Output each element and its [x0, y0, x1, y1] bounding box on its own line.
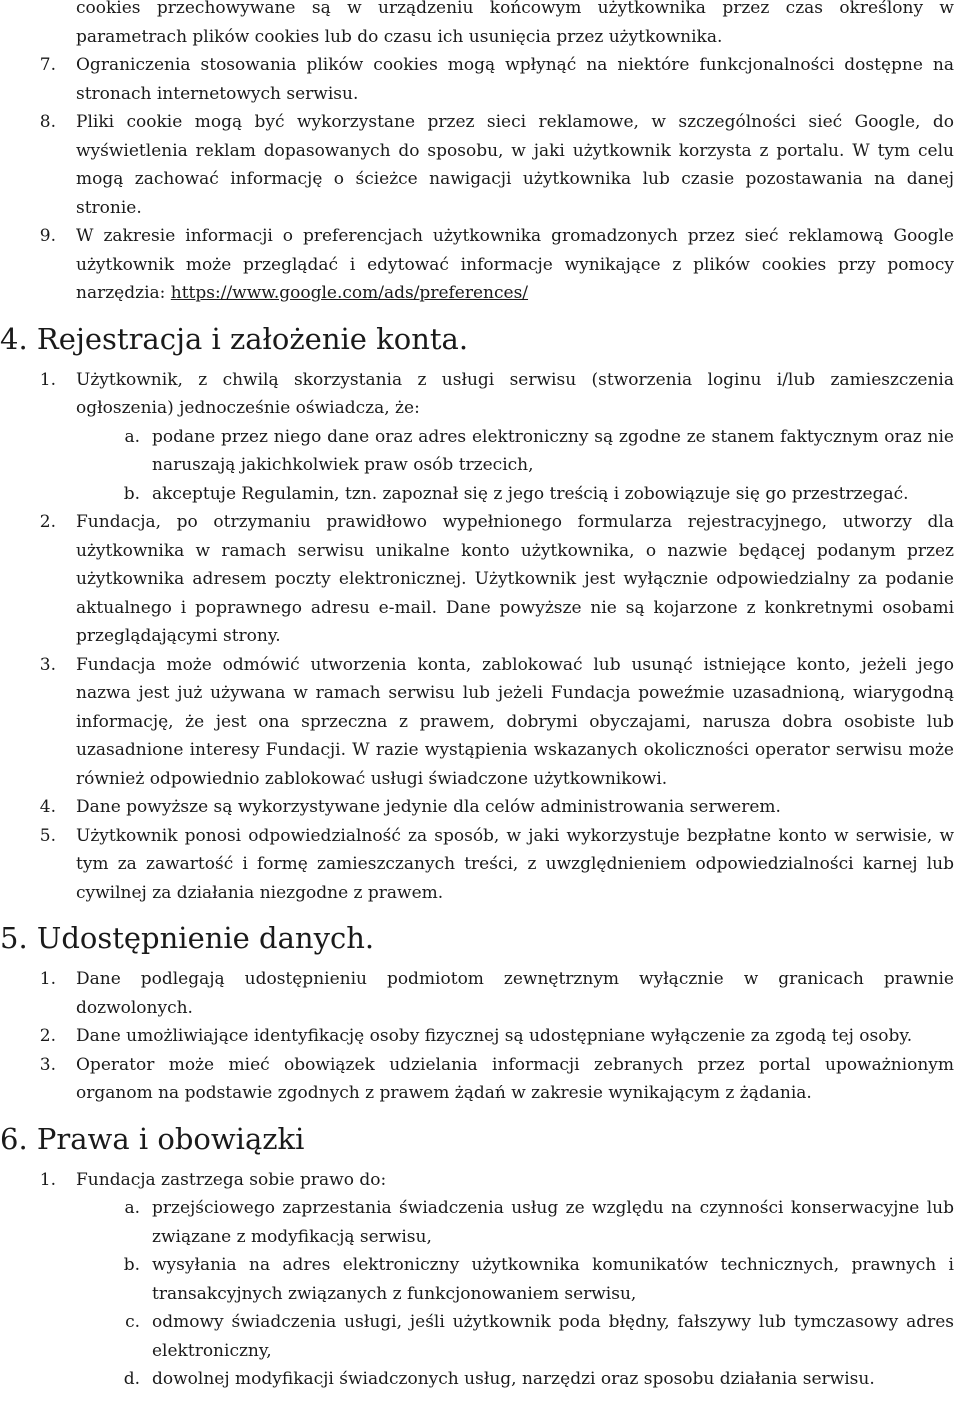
sub-item-letter: b.	[123, 483, 140, 504]
sub-item-text: dowolnej modyfikacji świadczonych usług, narzędzi oraz sposobu działania serwisu.	[152, 1369, 875, 1389]
sub-list-item	[76, 480, 954, 509]
item-number: 2.	[39, 512, 56, 532]
item-text: Fundacja może odmówić utworzenia konta, zablokować lub usunąć istniejące konto, jeżeli jego nazwa jest już używana w ramach serwisu lub jeżeli Fundacja poweźmie uzasadnioną, wiarygodną informację, że jest ona sprzeczna z prawem, dobrymi obyczajami, narusza dobra osobiste lub uzasadnione interesy Fundacji. W razie wystąpienia wskazanych okoliczności operator serwisu może również odpowiednio zablokować usługi świadczone użytkownikowi.	[76, 654, 954, 789]
section-heading-registration: 4. Rejestracja i założenie konta.	[0, 321, 469, 356]
item-number: 1.	[39, 369, 56, 390]
section-rights-obligations	[0, 1166, 954, 1394]
section-registration	[0, 366, 954, 908]
item-number: 2.	[39, 1026, 56, 1046]
item-number: 1.	[39, 969, 56, 989]
item-text: W zakresie informacji o preferencjach użytkownika gromadzonych przez sieć reklamową Google użytkownik może przeglądać i edytować informacje wynikające z plików cookies przy pomocy narzędzia:	[76, 226, 954, 303]
sub-list-item	[76, 1308, 954, 1365]
list-item	[0, 222, 954, 308]
list-item	[0, 366, 954, 423]
list-item	[0, 108, 954, 222]
list-item	[0, 822, 954, 908]
list-item	[0, 1022, 954, 1051]
sub-item-text: podane przez niego dane oraz adres elektroniczny są zgodne ze stanem faktycznym oraz nie naruszają jakichkolwiek praw osób trzecich,	[152, 426, 954, 475]
intro-block	[0, 0, 954, 308]
item-number: 3.	[39, 654, 56, 675]
list-item	[0, 793, 954, 822]
item-number: 3.	[39, 1054, 56, 1075]
item-number: 4.	[39, 797, 56, 817]
sub-list-item	[76, 1251, 954, 1308]
sub-item-letter: a.	[124, 1198, 140, 1218]
item-number: 9.	[39, 226, 56, 246]
list-item	[0, 651, 954, 794]
item-text: Dane podlegają udostępnieniu podmiotom zewnętrznym wyłącznie w granicach prawnie dozwolonych.	[76, 969, 954, 1018]
google-preferences-link[interactable]: https://www.google.com/ads/preferences/	[170, 283, 529, 303]
item-text: Pliki cookie mogą być wykorzystane przez sieci reklamowe, w szczególności sieć Google, do wyświetlenia reklam dopasowanych do sposobu, w jaki użytkownik korzysta z portalu. W tym celu mogą zachować informację o ścieżce nawigacji użytkownika lub czasie pozostawania na danej stronie.	[76, 112, 954, 218]
item-text: Fundacja zastrzega sobie prawo do:	[76, 1169, 387, 1190]
item-number: 8.	[39, 112, 56, 132]
item-text: Operator może mieć obowiązek udzielania informacji zebranych przez portal upoważnionym organom na podstawie zgodnych z prawem żądań w zakresie wynikającym z żądania.	[76, 1054, 954, 1103]
continued-paragraph: cookies przechowywane są w urządzeniu końcowym użytkownika przez czas określony w parametrach plików cookies lub do czasu ich usunięcia przez użytkownika.	[76, 0, 954, 47]
list-item	[0, 508, 954, 651]
item-text: Użytkownik ponosi odpowiedzialność za sposób, w jaki wykorzystuje bezpłatne konto w serwisie, w tym za zawartość i formę zamieszczanych treści, z uwzględnieniem odpowiedzialności karnej lub cywilnej za działania niezgodne z prawem.	[76, 825, 954, 903]
item-number: 5.	[39, 825, 56, 846]
sub-item-letter: d.	[123, 1369, 140, 1389]
item-text-with-link	[76, 222, 954, 308]
item-text: Dane umożliwiające identyfikację osoby fizycznej są udostępniane wyłączenie za zgodą tej osoby.	[76, 1026, 913, 1046]
sub-item-text: przejściowego zaprzestania świadczenia usług ze względu na czynności konserwacyjne lub związane z modyfikacją serwisu,	[152, 1198, 954, 1247]
item-text: Fundacja, po otrzymaniu prawidłowo wypełnionego formularza rejestracyjnego, utworzy dla użytkownika w ramach serwisu unikalne konto użytkownika, o nazwie będącej podanym przez użytkownika adresem poczty elektronicznej. Użytkownik jest wyłącznie odpowiedzialny za podanie aktualnego i poprawnego adresu e-mail. Dane powyższe nie są kojarzone z konkretnymi osobami przeglądającymi strony.	[76, 512, 954, 646]
list-item	[0, 1166, 954, 1195]
sub-item-text: wysyłania na adres elektroniczny użytkownika komunikatów technicznych, prawnych i transakcyjnych związanych z funkcjonowaniem serwisu,	[152, 1255, 954, 1304]
section-heading-rights-obligations: 6. Prawa i obowiązki	[0, 1121, 305, 1156]
sub-item-letter: b.	[123, 1255, 140, 1275]
sub-item-text: odmowy świadczenia usługi, jeśli użytkownik poda błędny, fałszywy lub tymczasowy adres elektroniczny,	[152, 1312, 954, 1361]
section-heading-data-sharing: 5. Udostępnienie danych.	[0, 921, 375, 955]
item-text: Użytkownik, z chwilą skorzystania z usługi serwisu (stworzenia loginu i/lub zamieszczenia ogłoszenia) jednocześnie oświadcza, że:	[76, 369, 954, 418]
sub-list-item	[76, 1365, 954, 1394]
sub-item-text: akceptuje Regulamin, tzn. zapoznał się z jego treścią i zobowiązuje się go przestrzegać.	[152, 483, 909, 504]
list-item	[0, 51, 954, 108]
item-text: Dane powyższe są wykorzystywane jedynie dla celów administrowania serwerem.	[76, 797, 781, 817]
item-text: Ograniczenia stosowania plików cookies mogą wpłynąć na niektóre funkcjonalności dostępne na stronach internetowych serwisu.	[76, 55, 954, 104]
sub-item-letter: a.	[124, 426, 140, 447]
list-item	[0, 1051, 954, 1108]
item-number: 7.	[39, 55, 56, 75]
sub-list-item	[76, 423, 954, 480]
sub-item-letter: c.	[125, 1312, 140, 1332]
item-number: 1.	[39, 1169, 56, 1190]
section-data-sharing	[0, 965, 954, 1108]
list-item	[0, 965, 954, 1022]
sub-list-item	[76, 1194, 954, 1251]
